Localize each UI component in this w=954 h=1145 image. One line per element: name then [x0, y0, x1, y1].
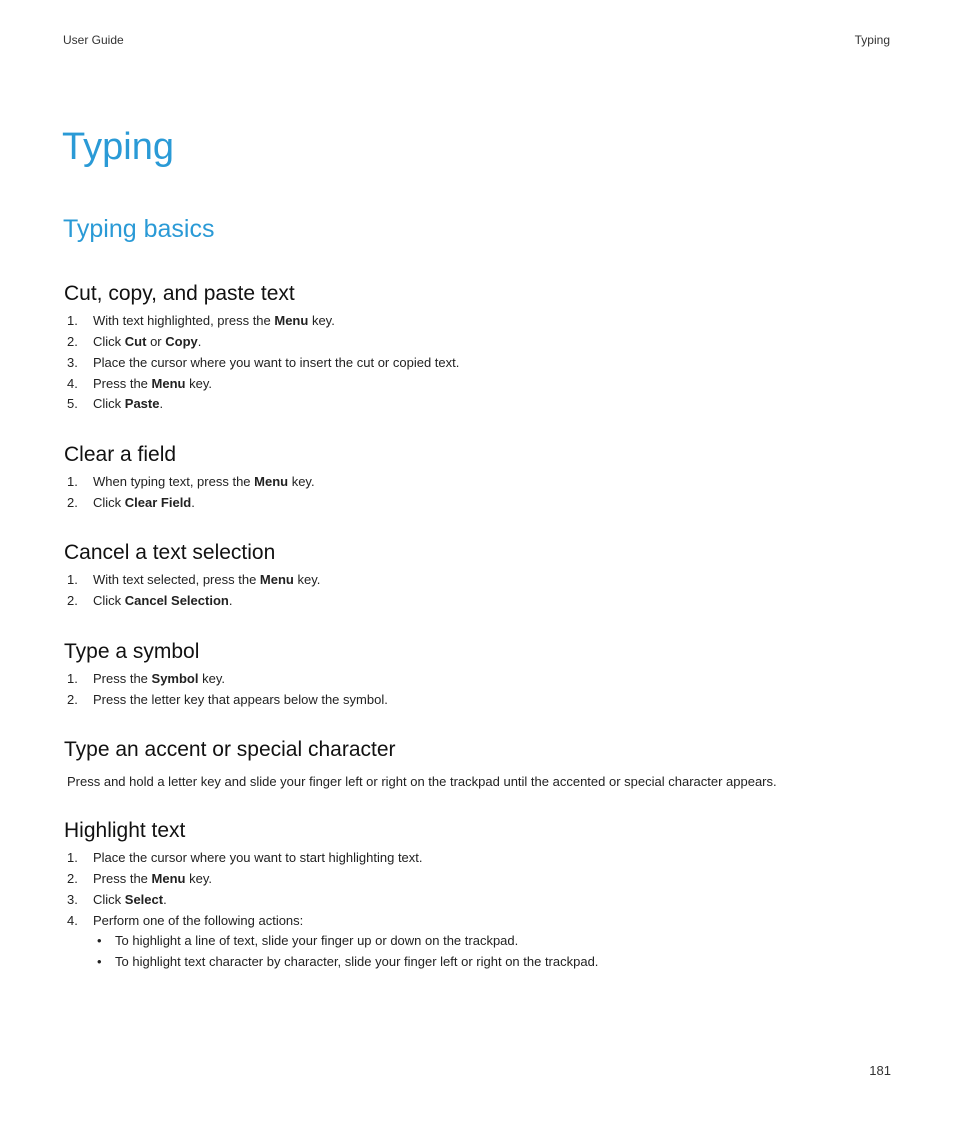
topic-paragraph: Press and hold a letter key and slide your finger left or right on the trackpad until the accented or special character appears.: [67, 774, 777, 790]
page-number: 181: [869, 1063, 891, 1078]
step-item: 1. When typing text, press the Menu key.: [63, 472, 923, 493]
step-item: 2. Press the Menu key.: [63, 869, 923, 890]
step-number: 4.: [67, 375, 78, 391]
step-number: 3.: [67, 354, 78, 370]
step-item: 1. Press the Symbol key.: [63, 669, 923, 690]
bullet-item: • To highlight a line of text, slide your finger up or down on the trackpad.: [93, 931, 923, 952]
step-number: 2.: [67, 592, 78, 608]
topic-title: Type a symbol: [64, 640, 200, 663]
topic-clear-field: [63, 442, 923, 514]
step-item: 5. Click Paste.: [63, 394, 923, 415]
topic-title: Cancel a text selection: [64, 541, 276, 564]
step-item: 1. With text selected, press the Menu key.: [63, 570, 923, 591]
step-number: 4.: [67, 912, 78, 928]
running-header-right: Typing: [854, 33, 890, 47]
step-list: [63, 570, 923, 612]
topic-title: Type an accent or special character: [64, 738, 396, 761]
step-item: 1. Place the cursor where you want to start highlighting text.: [63, 848, 923, 869]
topic-title: Cut, copy, and paste text: [64, 282, 295, 305]
step-list: [63, 848, 923, 973]
step-number: 1.: [67, 572, 78, 588]
step-number: 2.: [67, 691, 78, 707]
step-item: 2. Press the letter key that appears below the symbol.: [63, 690, 923, 711]
step-number: 2.: [67, 494, 78, 510]
step-number: 2.: [67, 870, 78, 886]
bullet-item: • To highlight text character by character, slide your finger left or right on the trackpad.: [93, 952, 923, 973]
topic-title: Highlight text: [64, 819, 186, 842]
step-number: 1.: [67, 671, 78, 687]
step-item: 3. Place the cursor where you want to insert the cut or copied text.: [63, 353, 923, 374]
step-number: 5.: [67, 396, 78, 412]
topic-accent-character: [63, 737, 923, 793]
bullet-glyph: •: [97, 954, 102, 970]
step-item: 2. Click Cut or Copy.: [63, 332, 923, 353]
topic-highlight-text: [63, 818, 923, 973]
topic-cut-copy-paste: [63, 281, 923, 415]
page-title: Typing: [62, 126, 174, 168]
step-item: 2. Click Clear Field.: [63, 493, 923, 514]
section-title: Typing basics: [63, 215, 215, 243]
step-item: 1. With text highlighted, press the Menu key.: [63, 311, 923, 332]
step-item: 3. Click Select.: [63, 890, 923, 911]
step-number: 2.: [67, 333, 78, 349]
running-header-left: User Guide: [63, 33, 124, 47]
step-item: 2. Click Cancel Selection.: [63, 591, 923, 612]
bullet-list: [93, 931, 923, 973]
step-number: 3.: [67, 891, 78, 907]
step-number: 1.: [67, 474, 78, 490]
topic-cancel-selection: [63, 540, 923, 612]
step-item: 4. Press the Menu key.: [63, 374, 923, 395]
step-number: 1.: [67, 850, 78, 866]
step-list: [63, 472, 923, 514]
step-number: 1.: [67, 313, 78, 329]
step-item: 4. Perform one of the following actions: • To highlight a line of text, slide your finger up or down on the trackpad. • To highlight text character by character, slide your finger left or right on the trackpad.: [63, 911, 923, 973]
bullet-glyph: •: [97, 933, 102, 949]
topic-title: Clear a field: [64, 443, 177, 466]
step-list: [63, 669, 923, 711]
topic-type-symbol: [63, 639, 923, 711]
step-list: [63, 311, 923, 415]
